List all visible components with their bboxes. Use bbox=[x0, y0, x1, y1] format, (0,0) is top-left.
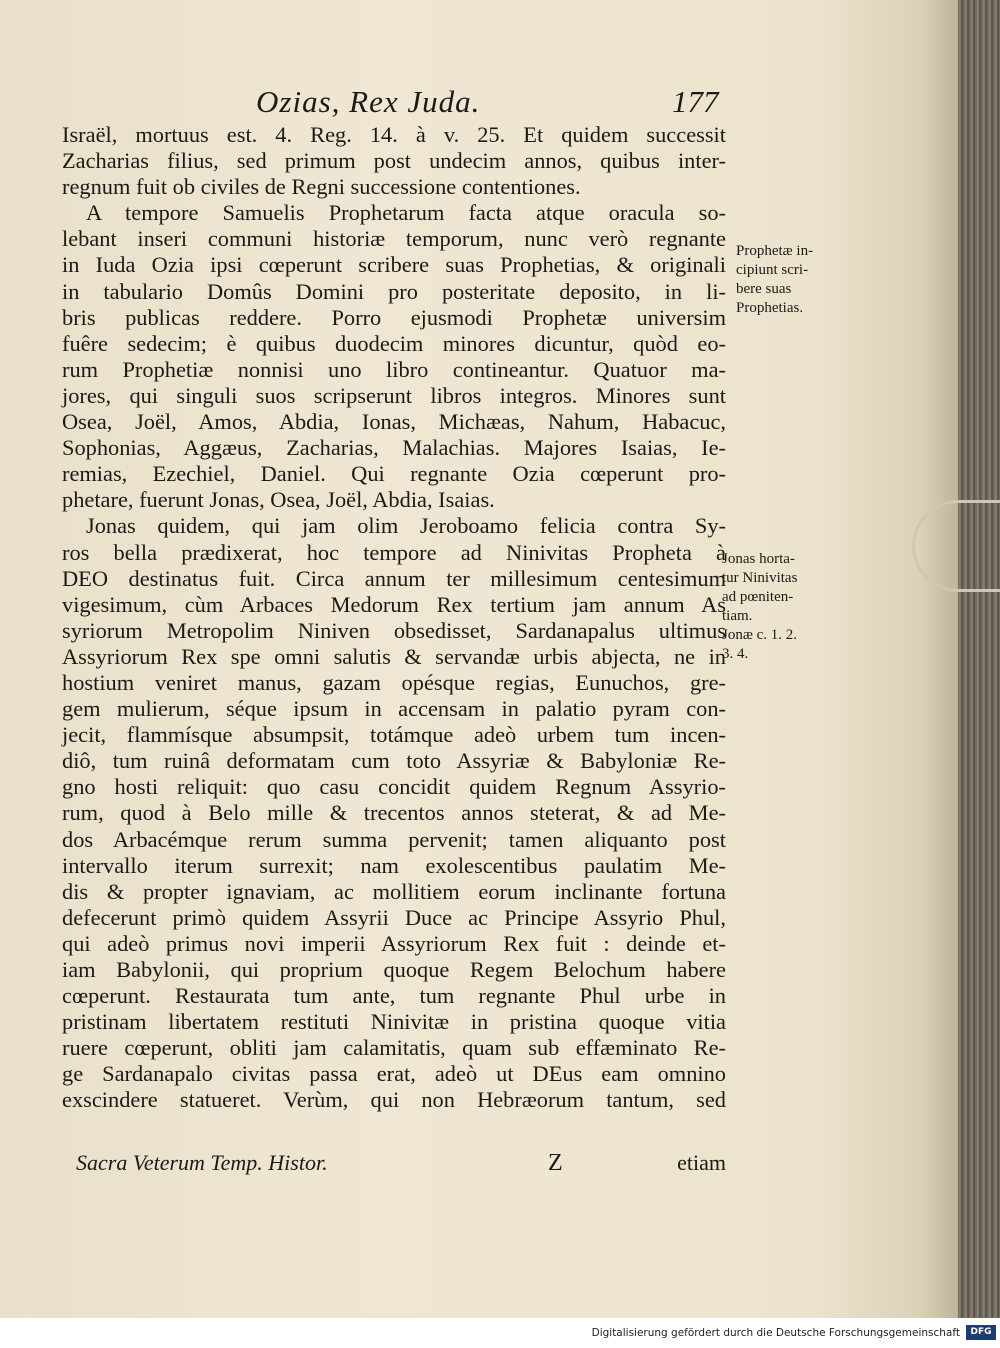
text-line: gno hosti reliquit: quo casu concidit quidem Regnum Assyrio- bbox=[62, 774, 726, 800]
text-line: intervallo iterum surrexit; nam exolescentibus paulatim Me- bbox=[62, 852, 726, 878]
text-line: Israël, mortuus est. 4. Reg. 14. à v. 25. Et quidem successit bbox=[62, 122, 726, 147]
text-line: in Iuda Ozia ipsi cœperunt scribere suas Prophetias, & originali bbox=[62, 252, 726, 278]
funding-notice: Digitalisierung gefördert durch die Deutsche Forschungsgemeinschaft bbox=[591, 1327, 960, 1339]
text-line: Osea, Joël, Amos, Abdia, Ionas, Michæas, Nahum, Habacuc, bbox=[62, 409, 726, 435]
signature-mark: Z bbox=[548, 1150, 563, 1176]
text-line: Jonas quidem, qui jam olim Jeroboamo felicia contra Sy- bbox=[86, 513, 726, 539]
text-line: qui adeò primus novi imperii Assyriorum Rex fuit : deinde et- bbox=[62, 930, 726, 956]
text-line: pristinam libertatem restituti Ninivitæ in pristina quoque vitia bbox=[62, 1009, 726, 1035]
dfg-logo-icon: DFG bbox=[966, 1325, 996, 1340]
text-line: jecit, flammísque absumpsit, totámque adeò urbem tum incen- bbox=[62, 722, 726, 748]
text-line: Assyriorum Rex spe omni salutis & servandæ urbis abjecta, ne in bbox=[62, 643, 726, 669]
page-number: 177 bbox=[672, 84, 719, 119]
text-line: rum Prophetiæ nonnisi uno libro contineantur. Quatuor ma- bbox=[62, 356, 726, 382]
text-line: in tabulario Domûs Domini pro posteritate deposito, in li- bbox=[62, 278, 726, 304]
page-edge bbox=[958, 0, 1000, 1318]
text-line: syriorum Metropolim Niniven obsedisset, Sardanapalus ultimus bbox=[62, 617, 726, 643]
margin-note-line: Jonæ c. 1. 2. bbox=[722, 627, 797, 643]
text-line: phetare, fuerunt Jonas, Osea, Joël, Abdia, Isaias. bbox=[62, 487, 495, 513]
text-line: Sophonias, Aggæus, Zacharias, Malachias. Majores Isaias, Ie- bbox=[62, 435, 726, 461]
text-line: ros bella prædixerat, hoc tempore ad Ninivitas Propheta à bbox=[62, 539, 726, 565]
text-line: remias, Ezechiel, Daniel. Qui regnante Ozia cœperunt pro- bbox=[62, 461, 726, 487]
bookmark-clip bbox=[912, 500, 1000, 592]
text-line: fuêre sedecim; è quibus duodecim minores dicuntur, quòd eo- bbox=[62, 330, 726, 356]
margin-note-line: ad pœniten- bbox=[722, 589, 794, 605]
text-line: hostium veniret manus, gazam opésque regias, Eunuchos, gre- bbox=[62, 669, 726, 695]
text-line: rum, quod à Belo mille & trecentos annos steterat, & ad Me- bbox=[62, 800, 726, 826]
text-line: diô, tum ruinâ deformatam cum toto Assyriæ & Babyloniæ Re- bbox=[62, 748, 726, 774]
text-line: DEO destinatus fuit. Circa annum ter millesimum centesimum bbox=[62, 565, 726, 591]
signature-title: Sacra Veterum Temp. Histor. bbox=[76, 1150, 328, 1175]
margin-note-line: Jonas horta- bbox=[722, 551, 795, 567]
text-line: cœperunt. Restaurata tum ante, tum regnante Phul urbe in bbox=[62, 983, 726, 1009]
signature-line bbox=[76, 1150, 726, 1182]
margin-note-line: tur Ninivitas bbox=[722, 570, 798, 586]
catchword: etiam bbox=[677, 1150, 726, 1175]
text-line: ge Sardanapalo civitas passa erat, adeò ut DEus eam omnino bbox=[62, 1061, 726, 1087]
margin-note-line: cipiunt scri- bbox=[736, 262, 809, 278]
margin-note-line: 3. 4. bbox=[722, 646, 749, 662]
margin-note-line: tiam. bbox=[722, 608, 753, 624]
text-line: exscindere statueret. Verùm, qui non Hebræorum tantum, sed bbox=[62, 1087, 726, 1113]
text-line: bris publicas reddere. Porro ejusmodi Prophetæ universim bbox=[62, 304, 726, 330]
text-line: jores, qui singuli suos scripserunt libros integros. Minores sunt bbox=[62, 382, 726, 408]
text-line: regnum fuit ob civiles de Regni successione contentiones. bbox=[62, 174, 581, 200]
margin-note-line: Prophetias. bbox=[736, 300, 804, 316]
text-line: gem mulierum, séque ipsum in accensam in palatio pyram con- bbox=[62, 696, 726, 722]
digitization-footer bbox=[0, 1318, 1000, 1348]
running-head bbox=[0, 84, 958, 124]
margin-note-line: Prophetæ in- bbox=[736, 243, 814, 259]
text-line: Zacharias filius, sed primum post undecim annos, quibus inter- bbox=[62, 148, 726, 174]
text-line: dis & propter ignaviam, ac mollitiem eorum inclinante fortuna bbox=[62, 878, 726, 904]
text-line: ruere cœperunt, obliti jam calamitatis, quam sub effæminato Re- bbox=[62, 1035, 726, 1061]
text-line: defecerunt primò quidem Assyrii Duce ac Principe Assyrio Phul, bbox=[62, 904, 726, 930]
margin-note-jonas bbox=[722, 550, 822, 664]
running-title: Ozias, Rex Juda. bbox=[256, 84, 481, 119]
text-line: vigesimum, cùm Arbaces Medorum Rex tertium jam annum As bbox=[62, 591, 726, 617]
margin-note-line: bere suas bbox=[736, 281, 792, 297]
text-line: dos Arbacémque rerum summa pervenit; tamen aliquanto post bbox=[62, 826, 726, 852]
margin-note-prophets bbox=[736, 242, 836, 318]
body-text bbox=[62, 122, 726, 1114]
text-line: lebant inseri communi historiæ temporum, nunc verò regnante bbox=[62, 226, 726, 252]
text-line: A tempore Samuelis Prophetarum facta atque oracula so- bbox=[86, 200, 726, 226]
text-line: iam Babylonii, qui proprium quoque Regem Belochum habere bbox=[62, 957, 726, 982]
